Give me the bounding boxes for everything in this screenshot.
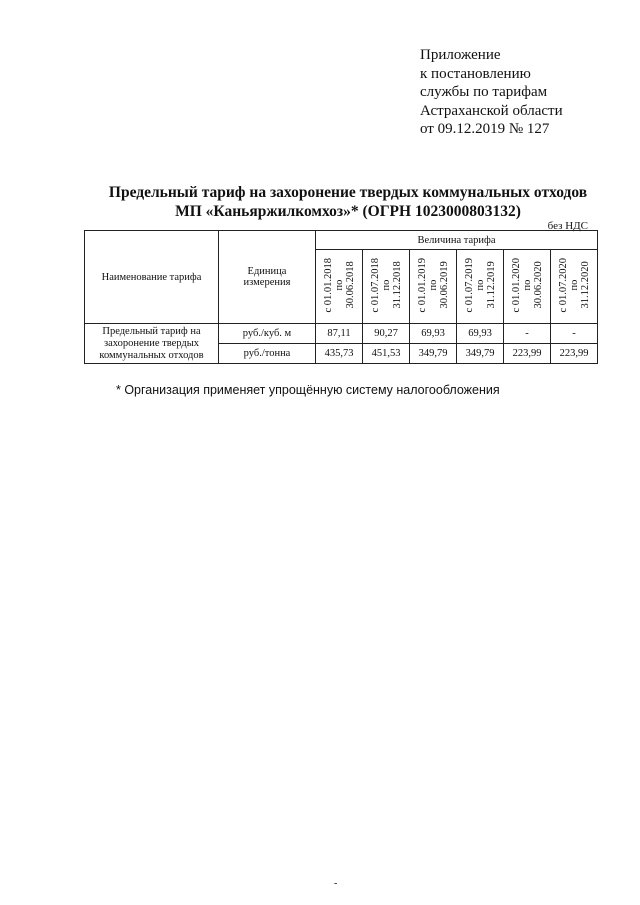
vat-note: без НДС (547, 220, 588, 232)
appendix-line: Астраханской области (420, 102, 563, 119)
header-tariff-value: Величина тарифа (316, 231, 598, 250)
period-to: по (333, 279, 345, 291)
footnote: * Организация применяет упрощённую систему налогообложения (116, 383, 500, 397)
tariff-name-line: Предельный тариф на (102, 325, 201, 337)
period-to: по (427, 279, 439, 291)
period-end: 30.06.2018 (344, 261, 356, 309)
tariff-name-line: захоронение твердых (103, 337, 200, 349)
value-cell: 451,53 (363, 344, 410, 364)
period-to: по (521, 279, 533, 291)
title-line-2: МП «Каньяржилкомхоз»* (ОГРН 1023000803132) (175, 203, 521, 220)
header-tariff-name: Наименование тарифа (85, 231, 219, 324)
header-unit-line: измерения (243, 277, 291, 288)
tariff-name-cell (85, 324, 219, 364)
period-end: 30.06.2019 (438, 261, 450, 309)
header-period (410, 250, 457, 324)
tariff-name-line: коммунальных отходов (99, 349, 204, 361)
value-cell: 69,93 (457, 324, 504, 344)
header-period (457, 250, 504, 324)
period-to: по (568, 279, 580, 291)
value-cell: 223,99 (551, 344, 598, 364)
value-cell: 349,79 (457, 344, 504, 364)
header-period (551, 250, 598, 324)
appendix-line: службы по тарифам (420, 84, 548, 100)
table-row (85, 324, 598, 344)
period-end: 30.06.2020 (532, 261, 544, 309)
tariff-table (84, 230, 598, 364)
unit-cell: руб./тонна (219, 344, 316, 364)
value-cell: 87,11 (316, 324, 363, 344)
period-end: 31.12.2019 (485, 261, 497, 309)
header-period (504, 250, 551, 324)
period-from: с 01.07.2020 (557, 257, 569, 313)
period-from: с 01.01.2020 (510, 257, 522, 313)
header-period (363, 250, 410, 324)
page-mark: - (334, 878, 338, 889)
period-end: 31.12.2018 (391, 261, 403, 309)
period-to: по (474, 279, 486, 291)
period-from: с 01.07.2018 (369, 257, 381, 313)
appendix-line: Приложение (420, 47, 501, 63)
value-cell: - (504, 324, 551, 344)
header-unit (219, 231, 316, 324)
period-from: с 01.01.2019 (416, 257, 428, 313)
header-unit-line: Единица (247, 266, 287, 277)
header-period (316, 250, 363, 324)
appendix-block (420, 46, 563, 139)
appendix-line: к постановлению (420, 65, 531, 82)
period-from: с 01.07.2019 (463, 257, 475, 313)
period-from: с 01.01.2018 (322, 257, 334, 313)
unit-cell: руб./куб. м (219, 324, 316, 344)
appendix-line: от 09.12.2019 № 127 (420, 121, 550, 137)
value-cell: 349,79 (410, 344, 457, 364)
document-title (88, 183, 608, 221)
title-line-1: Предельный тариф на захоронение твердых коммунальных отходов (108, 184, 588, 201)
value-cell: 90,27 (363, 324, 410, 344)
value-cell: 69,93 (410, 324, 457, 344)
value-cell: 435,73 (316, 344, 363, 364)
value-cell: 223,99 (504, 344, 551, 364)
period-to: по (380, 279, 392, 291)
value-cell: - (551, 324, 598, 344)
period-end: 31.12.2020 (579, 261, 591, 309)
